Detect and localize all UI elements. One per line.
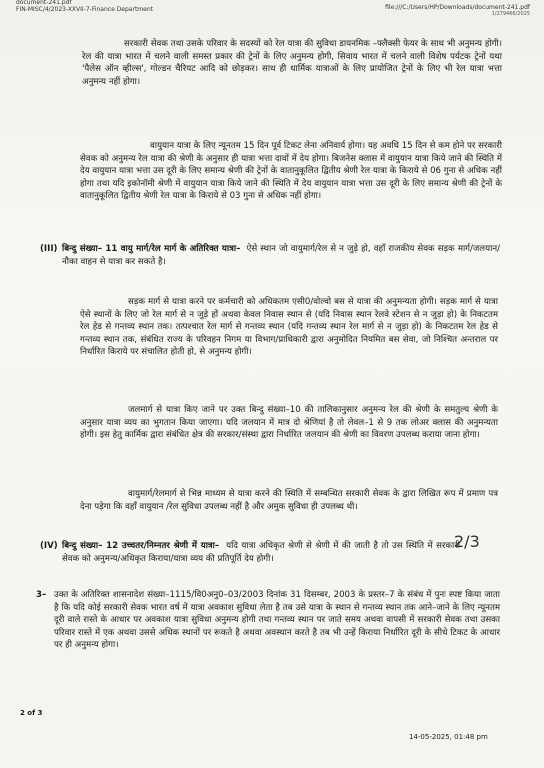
header-left xyxy=(16,0,153,13)
header-file-path: file:///C:/Users/HP/Downloads/document-241.pdf xyxy=(385,4,530,11)
paragraph-air-travel: वायुयान यात्रा के लिए न्यूनतम 15 दिन पूर्व टिकट लेना अनिवार्य होगा। यह अवधि 15 दिन से कम होने पर सरकारी सेवक को अनुमन्य रेल यात्रा की श्रेणी के अनुसार ही यात्रा भत्ता दावों में देय होगा। बिजनेस क्लास में वायुयान यात्रा किये जाने की स्थिति में देय वायुयान यात्रा भत्ता उस दूरी के लिए समान्य श्रेणी की ट्रेनों के वातानुकूलित द्वितीय श्रेणी रेल यात्रा के किराये से 06 गुना से अधिक नहीं होगा तथा यदि इकोनॉमी श्रेणी में वायुयान यात्रा किये जाने की स्थिति में देय वायुयान यात्रा भत्ता उस दूरी के लिए समान्य श्रेणी की ट्रेनों के वातानुकूलित द्वितीय श्रेणी रेल यात्रा के किराये से 03 गुना से अधिक नहीं होगा। xyxy=(80,141,502,202)
page-number-label: 2 of 3 xyxy=(20,709,43,717)
header-right xyxy=(385,4,530,18)
header-stamp: 1/279466/2025 xyxy=(491,11,530,17)
item-heading: बिन्दु संख्या– 12 उच्चतर/निम्नतर श्रेणी में यात्रा– xyxy=(62,541,220,551)
item-point-12 xyxy=(40,540,460,565)
paragraph-road-travel: सड़क मार्ग से यात्रा करने पर कर्मचारी को अधिकतम एसी0/वोल्वो बस से यात्रा की अनुमन्यता होगी। सड़क मार्ग से यात्रा ऐसे स्थानों के लिए जो रेल मार्ग से न जुड़े हों अथवा केवल निवास स्थान से (यदि निवास स्थान रेलवे स्टेशन से न जुड़ा हो) के निकटतम रेल हेड से गन्तव्य स्थान तक। तत्पश्चात रेल मार्ग से गन्तव्य स्थान (यदि गन्तव्य स्थान रेल मार्ग से न जुड़ा हो) के निकटतम रेल हेड से गन्तव्य स्थान तक, संबंधित राज्य के परिवहन निगम या विभाग/प्राधिकारी द्वारा अनुमोदित नियमित बस सेवा, जो निश्चित अन्तराल पर निर्धारित किराये पर संचालित होती हो, से अनुमन्य होगी। xyxy=(80,297,498,358)
item-number: 3– xyxy=(36,590,47,600)
header-department: FIN-MISC/4/2023-XXVII-7-Finance Department xyxy=(16,6,153,13)
item-clause-3 xyxy=(36,589,500,652)
item-point-11 xyxy=(40,243,500,268)
page-indicator-overlay: 2/3 xyxy=(454,532,480,551)
item-body: ऐसे स्थान जो वायुमार्ग/रेल से न जुड़े हो, वहाँ राजकीय सेवक सड़क मार्ग/जलयान/नौका वाहन से यात्रा कर सकते है। xyxy=(62,244,500,267)
print-timestamp: 14-05-2025, 01:48 pm xyxy=(409,733,488,741)
paragraph-rail-travel: सरकारी सेवक तथा उसके परिवार के सदस्यों को रेल यात्रा की सुविधा डायनमिक –फ्लैक्सी फेयर के साथ भी अनुमन्य होगी। रेल की यात्रा भारत में चलने वाली समस्त प्रकार की ट्रेनों के लिए अनुमन्य होगी, सिवाय भारत में चलने वाली विशेष पर्यटक ट्रेनों यथा 'पैलेस ऑन व्हील्स', गोल्डन चैरियट आदि को छोड़कर। साथ ही धार्मिक यात्राओं के लिए प्रायोजित ट्रेनों के लिए भी रेल यात्रा भत्ता अनुमन्य नहीं होगा। xyxy=(82,39,502,87)
paragraph-water-travel: जलमार्ग से यात्रा किए जाने पर उक्त बिन्दु संख्या–10 की तालिकानुसार अनुमन्य रेल की श्रेणी के समतुल्य श्रेणी के अनुसार यात्रा व्यय का भुगतान किया जाएगा। यदि जलयान में मात्र दो श्रेणियां है तो लेवल–1 से 9 तक लोअर क्लास की अनुमन्यता होगी। इस हेतु कार्मिक द्वारा संबंधित क्षेत्र की सरकार/संस्था द्वारा निर्धारित जलयान की श्रेणी का विवरण उपलब्ध कराया जाना होगा। xyxy=(80,405,498,441)
paragraph-other-mode: वायुमार्ग/रेलमार्ग से भिन्न माध्यम से यात्रा करने की स्थिति में सम्बन्धित सरकारी सेवक के द्वारा लिखित रूप में प्रमाण पत्र देना पड़ेगा कि वहाँ वायुयान /रेल सुविधा उपलब्ध नहीं है और अमुक सुविधा ही उपलब्ध थी। xyxy=(80,489,498,512)
item-body: यदि यात्रा अधिकृत श्रेणी से श्रेणी में की जाती है तो उस स्थिति में सरकारी सेवक को अनुमन्य/अधिकृत किराया/यात्रा व्यय की प्रतिपूर्ति देय होगी। xyxy=(62,541,460,564)
item-body: उक्त के अतिरिक्त शासनादेश संख्या–1115/वि0अनु0–03/2003 दिनांक 31 दिसम्बर, 2003 के प्रस्तर–7 के संबंध में पुनः स्पष्ट किया जाता है कि यदि कोई सरकारी सेवक भारत वर्ष में यात्रा अवकाश सुविधा लेता है तब उसे यात्रा के स्थान से गन्तव्य स्थान तक आने–जाने के लिए न्यूनतम दूरी वाले रास्ते के आधार पर अवकाश यात्रा सुविधा अनुमन्य होगी तथा गन्तव्य स्थान पर जाते समय अथवा वापसी में सरकारी सेवक तथा उसका परिवार रास्ते में एक अथवा उससे अधिक स्थानों पर रूकते है अथवा अवस्थान करते है तब भी उन्हें किराया निर्धारित दूरी के सीधे टिकट के आधार पर ही अनुमन्य होगा। xyxy=(54,590,500,651)
item-number: (IV) xyxy=(40,541,58,551)
item-heading: बिन्दु संख्या– 11 वायु मार्ग/रेल मार्ग के अतिरिक्त यात्रा– xyxy=(62,244,241,254)
header-file-name: document-241.pdf xyxy=(16,0,72,6)
item-number: (III) xyxy=(40,244,58,254)
